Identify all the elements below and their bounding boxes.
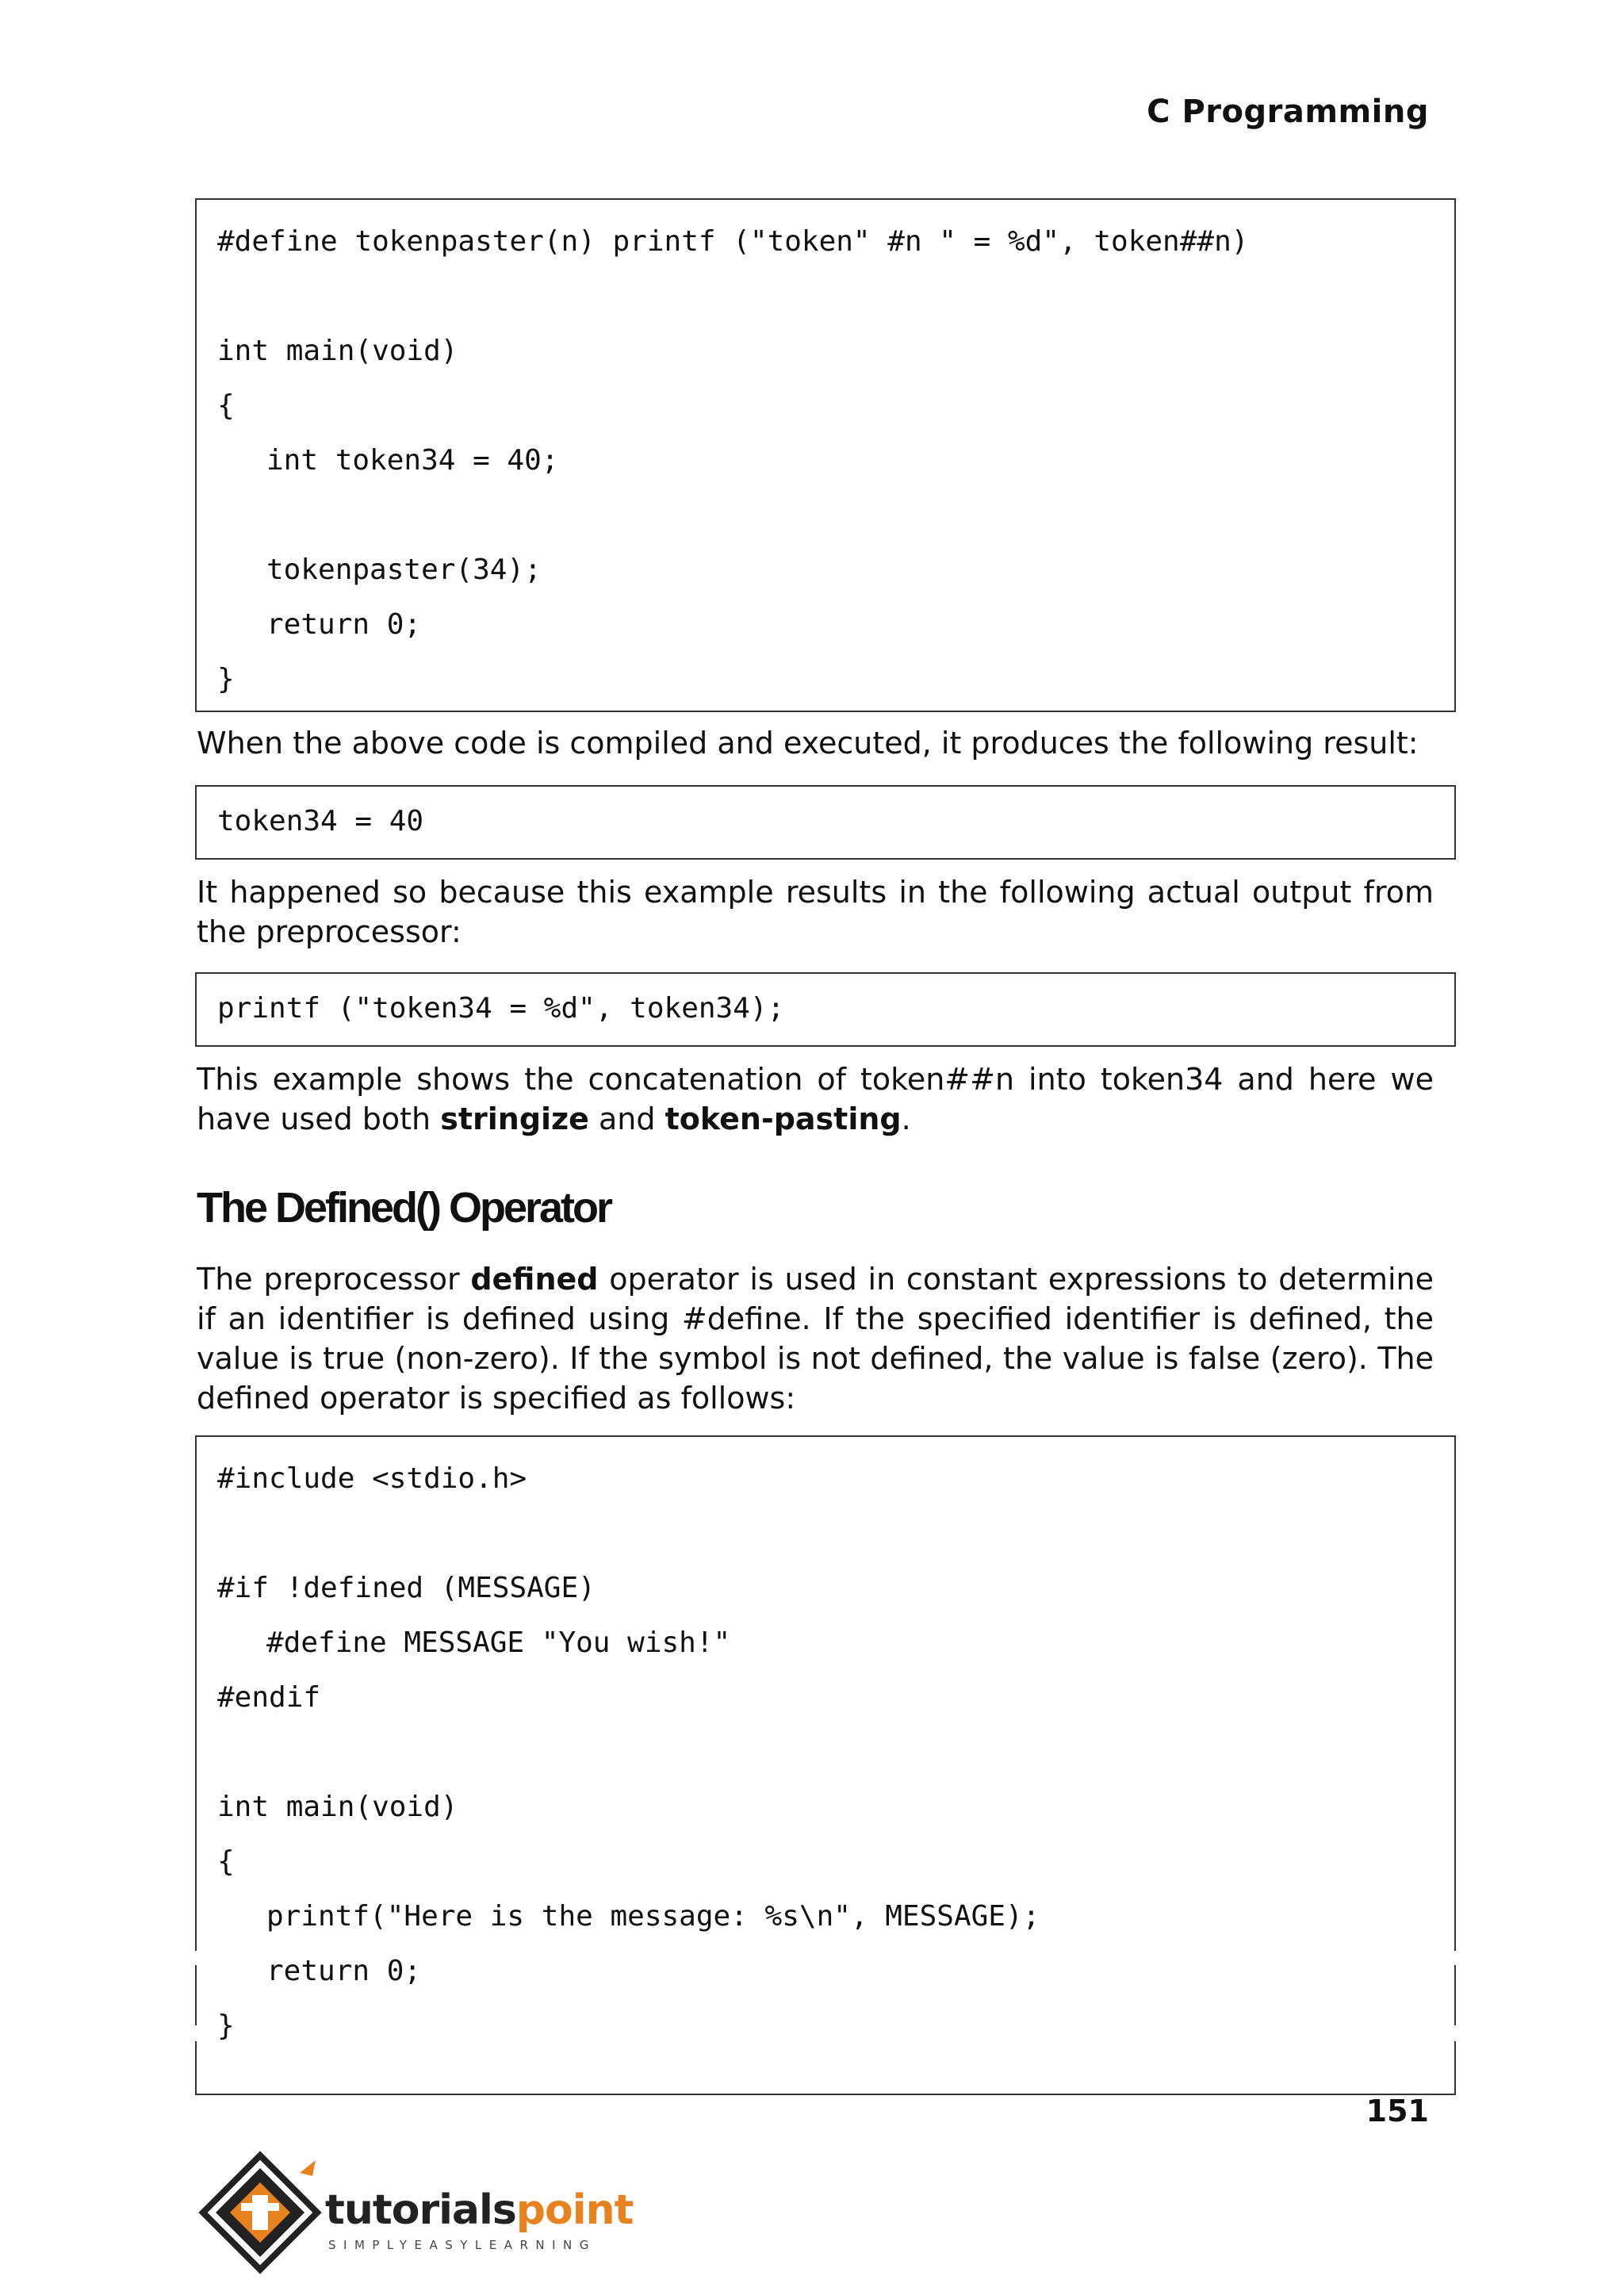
- page-number: 151: [1365, 2094, 1429, 2128]
- code-line: return 0;: [266, 1955, 422, 1987]
- code-line: [217, 269, 1434, 324]
- code-line: int token34 = 40;: [266, 444, 559, 477]
- para-text: .: [901, 1102, 911, 1136]
- paragraph-preprocessor-output: It happened so because this example results in the following actual output from the preprocessor:: [197, 875, 1434, 949]
- code-line: {: [217, 389, 235, 422]
- output-block-token34: [195, 785, 1456, 860]
- para-text: This example shows the concatenation of token##n into token34 and here we have used both: [197, 1062, 1434, 1136]
- bold-term-defined: defined: [470, 1262, 599, 1297]
- border-gap: [190, 1951, 200, 1965]
- logo-tagline: SIMPLYEASYLEARNING: [328, 2238, 596, 2252]
- code-line: #define MESSAGE "You wish!": [266, 1626, 731, 1659]
- code-line: #define tokenpaster(n) printf ("token" #n " = %d", token##n): [217, 225, 1249, 258]
- paragraph-concatenation: [197, 1059, 1434, 1139]
- code-line: return 0;: [266, 608, 422, 641]
- bold-term-stringize: stringize: [440, 1102, 589, 1136]
- code-block-tokenpaster: [195, 198, 1456, 712]
- code-line: #if !defined (MESSAGE): [217, 1572, 596, 1604]
- paragraph-defined-operator: [197, 1259, 1434, 1418]
- code-line: {: [217, 1845, 235, 1878]
- border-gap: [1451, 1951, 1461, 1965]
- output-line: token34 = 40: [217, 805, 424, 837]
- logo-word-point: point: [515, 2186, 634, 2234]
- running-header-title: C Programming: [1147, 94, 1429, 130]
- border-gap: [1451, 2025, 1461, 2041]
- code-line: int main(void): [217, 335, 458, 367]
- output-line: printf ("token34 = %d", token34);: [217, 992, 785, 1025]
- para-text: and: [588, 1102, 665, 1136]
- svg-text:tutorialspoint: [325, 2186, 634, 2234]
- code-line: [217, 1506, 1434, 1561]
- code-line: #include <stdio.h>: [217, 1462, 527, 1495]
- code-line: int main(void): [217, 1791, 458, 1823]
- code-line: #endif: [217, 1681, 321, 1714]
- paragraph-compiled-result: When the above code is compiled and executed, it produces the following result:: [197, 726, 1419, 761]
- code-line: tokenpaster(34);: [266, 554, 542, 586]
- logo-word-tutorials: tutorials: [325, 2186, 516, 2234]
- code-line: }: [217, 663, 235, 695]
- code-block-defined-example: [195, 1435, 1456, 2095]
- tutorialspoint-logo: [197, 2151, 641, 2278]
- code-line: [217, 488, 1434, 542]
- border-gap: [190, 2025, 200, 2041]
- code-line: printf("Here is the message: %s\n", MESSAGE);: [266, 1900, 1040, 1933]
- code-line: [217, 1725, 1434, 1780]
- logo-emblem-icon: [203, 2155, 317, 2270]
- section-heading: The Defined() Operator: [197, 1184, 611, 1232]
- bold-term-token-pasting: token-pasting: [665, 1102, 902, 1136]
- para-text: The preprocessor: [197, 1262, 471, 1297]
- code-line: }: [217, 2010, 235, 2042]
- output-block-printf: [195, 972, 1456, 1047]
- para-text: operator is used in constant expressions to determine if an identifier is defined using #define. If the specified identifier is defined, the value is true (non-zero). If the symbol is not defined, the value is false (zero). The defined operator is specified as follows:: [197, 1262, 1434, 1416]
